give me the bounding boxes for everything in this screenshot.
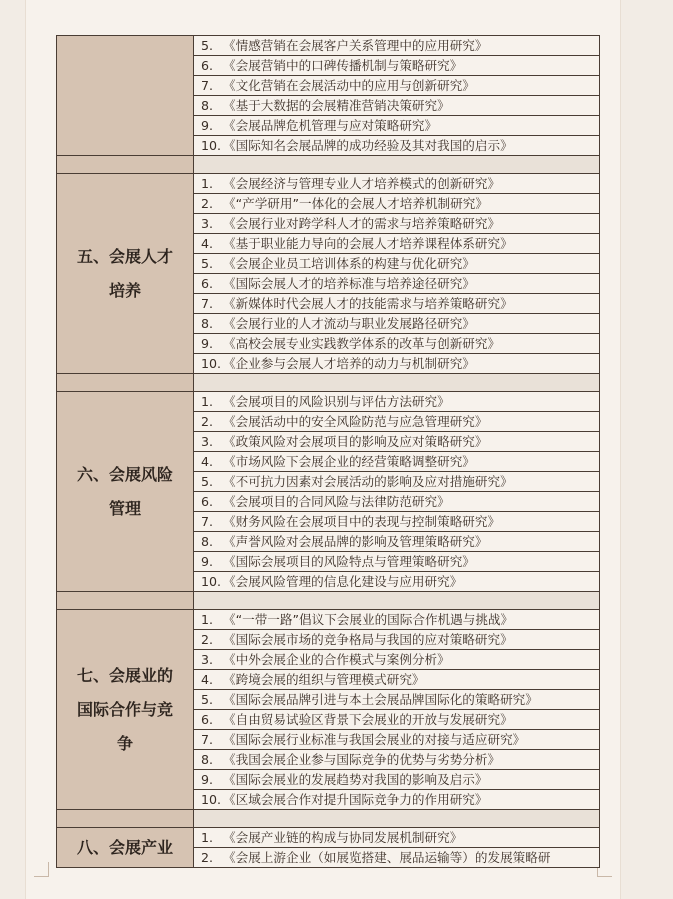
topic-item — [194, 36, 600, 56]
topic-item — [194, 730, 600, 750]
topic-title: 《文化营销在会展活动中的应用与创新研究》 — [223, 78, 475, 93]
topic-row — [57, 828, 600, 848]
topic-number: 4. — [201, 236, 214, 251]
topic-item — [194, 354, 600, 374]
topic-item — [194, 492, 600, 512]
topic-number: 1. — [201, 612, 214, 627]
topic-number: 5. — [201, 474, 214, 489]
topic-title: 《我国会展企业参与国际竞争的优势与劣势分析》 — [223, 752, 501, 767]
topic-item — [194, 136, 600, 156]
topic-number: 6. — [201, 276, 214, 291]
topic-number: 1. — [201, 394, 214, 409]
topic-title: 《企业参与会展人才培养的动力与机制研究》 — [223, 356, 475, 371]
topic-title: 《新媒体时代会展人才的技能需求与培养策略研究》 — [223, 296, 513, 311]
topic-title: 《国际会展项目的风险特点与管理策略研究》 — [223, 554, 475, 569]
topic-title: 《会展经济与管理专业人才培养模式的创新研究》 — [223, 176, 501, 191]
topic-number: 10. — [201, 792, 222, 807]
topic-number: 7. — [201, 296, 214, 311]
topic-item — [194, 690, 600, 710]
topic-number: 3. — [201, 434, 214, 449]
topic-row — [57, 36, 600, 56]
topic-title: 《情感营销在会展客户关系管理中的应用研究》 — [223, 38, 488, 53]
topic-item — [194, 432, 600, 452]
topic-number: 4. — [201, 454, 214, 469]
topic-item — [194, 294, 600, 314]
topic-number: 2. — [201, 850, 214, 865]
topic-row — [57, 174, 600, 194]
topic-item — [194, 452, 600, 472]
topic-title: 《政策风险对会展项目的影响及应对策略研究》 — [223, 434, 488, 449]
topic-title: 《会展行业的人才流动与职业发展路径研究》 — [223, 316, 475, 331]
topic-number: 10. — [201, 138, 222, 153]
topic-title: 《会展产业链的构成与协同发展机制研究》 — [223, 830, 463, 845]
topic-title: 《国际会展行业标准与我国会展业的对接与适应研究》 — [223, 732, 526, 747]
topic-item — [194, 828, 600, 848]
topic-item — [194, 116, 600, 136]
topic-title: 《会展项目的合同风险与法律防范研究》 — [223, 494, 450, 509]
topic-number: 4. — [201, 672, 214, 687]
topic-item — [194, 610, 600, 630]
topic-item — [194, 670, 600, 690]
topic-title: 《区域会展合作对提升国际竞争力的作用研究》 — [223, 792, 488, 807]
topic-number: 7. — [201, 78, 214, 93]
topic-number: 5. — [201, 692, 214, 707]
topic-number: 10. — [201, 574, 222, 589]
topic-item — [194, 254, 600, 274]
section-title: 七、会展业的 国际合作与竞 争 — [57, 610, 194, 810]
topic-item — [194, 392, 600, 412]
topic-item — [194, 790, 600, 810]
topic-item — [194, 650, 600, 670]
topic-title: 《国际会展人才的培养标准与培养途径研究》 — [223, 276, 475, 291]
topic-title: 《高校会展专业实践教学体系的改革与创新研究》 — [223, 336, 501, 351]
topic-number: 7. — [201, 732, 214, 747]
topic-item — [194, 472, 600, 492]
topic-title: 《国际会展业的发展趋势对我国的影响及启示》 — [223, 772, 488, 787]
topic-title: 《会展品牌危机管理与应对策略研究》 — [223, 118, 438, 133]
section-gap — [57, 374, 600, 392]
topic-title: 《声誉风险对会展品牌的影响及管理策略研究》 — [223, 534, 488, 549]
topic-number: 5. — [201, 256, 214, 271]
topic-title: 《会展营销中的口碑传播机制与策略研究》 — [223, 58, 463, 73]
topic-title: 《会展活动中的安全风险防范与应急管理研究》 — [223, 414, 488, 429]
section-title: 六、会展风险 管理 — [57, 392, 194, 592]
topic-item — [194, 532, 600, 552]
topic-item — [194, 314, 600, 334]
topic-number: 9. — [201, 554, 214, 569]
topic-number: 1. — [201, 830, 214, 845]
topic-title: 《自由贸易试验区背景下会展业的开放与发展研究》 — [223, 712, 513, 727]
topic-title: 《基于大数据的会展精准营销决策研究》 — [223, 98, 450, 113]
topic-title: 《不可抗力因素对会展活动的影响及应对措施研究》 — [223, 474, 513, 489]
topic-item — [194, 572, 600, 592]
topic-row — [57, 610, 600, 630]
topic-number: 3. — [201, 216, 214, 231]
topic-number: 7. — [201, 514, 214, 529]
topic-item — [194, 630, 600, 650]
topic-number: 2. — [201, 414, 214, 429]
topic-title: 《会展上游企业（如展览搭建、展品运输等）的发展策略研 — [223, 850, 551, 865]
topic-item — [194, 710, 600, 730]
topic-item — [194, 194, 600, 214]
topic-number: 8. — [201, 98, 214, 113]
section-gap — [57, 156, 600, 174]
section-title: 八、会展产业 — [57, 828, 194, 868]
topic-item — [194, 848, 600, 868]
topic-number: 6. — [201, 58, 214, 73]
topic-title: 《会展企业员工培训体系的构建与优化研究》 — [223, 256, 475, 271]
topic-number: 9. — [201, 336, 214, 351]
topic-item — [194, 234, 600, 254]
section-title: 五、会展人才 培养 — [57, 174, 194, 374]
topic-number: 9. — [201, 118, 214, 133]
topic-title: 《“一带一路”倡议下会展业的国际合作机遇与挑战》 — [223, 612, 514, 627]
topic-number: 9. — [201, 772, 214, 787]
topic-item — [194, 56, 600, 76]
topic-item — [194, 76, 600, 96]
topic-title: 《中外会展企业的合作模式与案例分析》 — [223, 652, 450, 667]
topic-title: 《基于职业能力导向的会展人才培养课程体系研究》 — [223, 236, 513, 251]
section-gap — [57, 810, 600, 828]
topic-number: 2. — [201, 632, 214, 647]
topic-number: 8. — [201, 534, 214, 549]
section-gap — [57, 592, 600, 610]
topic-item — [194, 552, 600, 572]
topic-item — [194, 214, 600, 234]
topic-item — [194, 274, 600, 294]
topic-number: 8. — [201, 316, 214, 331]
topic-item — [194, 770, 600, 790]
topic-number: 10. — [201, 356, 222, 371]
topic-title: 《会展风险管理的信息化建设与应用研究》 — [223, 574, 463, 589]
topic-number: 3. — [201, 652, 214, 667]
topic-table — [56, 35, 600, 868]
section-title — [57, 36, 194, 156]
topic-number: 8. — [201, 752, 214, 767]
topic-row — [57, 392, 600, 412]
topic-item — [194, 512, 600, 532]
topic-item — [194, 750, 600, 770]
topic-title: 《市场风险下会展企业的经营策略调整研究》 — [223, 454, 475, 469]
topic-title: 《“产学研用”一体化的会展人才培养机制研究》 — [223, 196, 488, 211]
topic-item — [194, 174, 600, 194]
topic-number: 2. — [201, 196, 214, 211]
topic-number: 6. — [201, 494, 214, 509]
topic-title: 《国际会展市场的竞争格局与我国的应对策略研究》 — [223, 632, 513, 647]
topic-title: 《会展行业对跨学科人才的需求与培养策略研究》 — [223, 216, 501, 231]
topic-item — [194, 334, 600, 354]
page-corner-mark — [34, 862, 49, 877]
topic-title: 《国际知名会展品牌的成功经验及其对我国的启示》 — [223, 138, 513, 153]
topic-title: 《跨境会展的组织与管理模式研究》 — [223, 672, 425, 687]
topic-item — [194, 412, 600, 432]
topic-title: 《会展项目的风险识别与评估方法研究》 — [223, 394, 450, 409]
topic-title: 《财务风险在会展项目中的表现与控制策略研究》 — [223, 514, 501, 529]
topic-item — [194, 96, 600, 116]
topic-number: 1. — [201, 176, 214, 191]
topic-title: 《国际会展品牌引进与本土会展品牌国际化的策略研究》 — [223, 692, 538, 707]
topic-number: 5. — [201, 38, 214, 53]
topic-number: 6. — [201, 712, 214, 727]
